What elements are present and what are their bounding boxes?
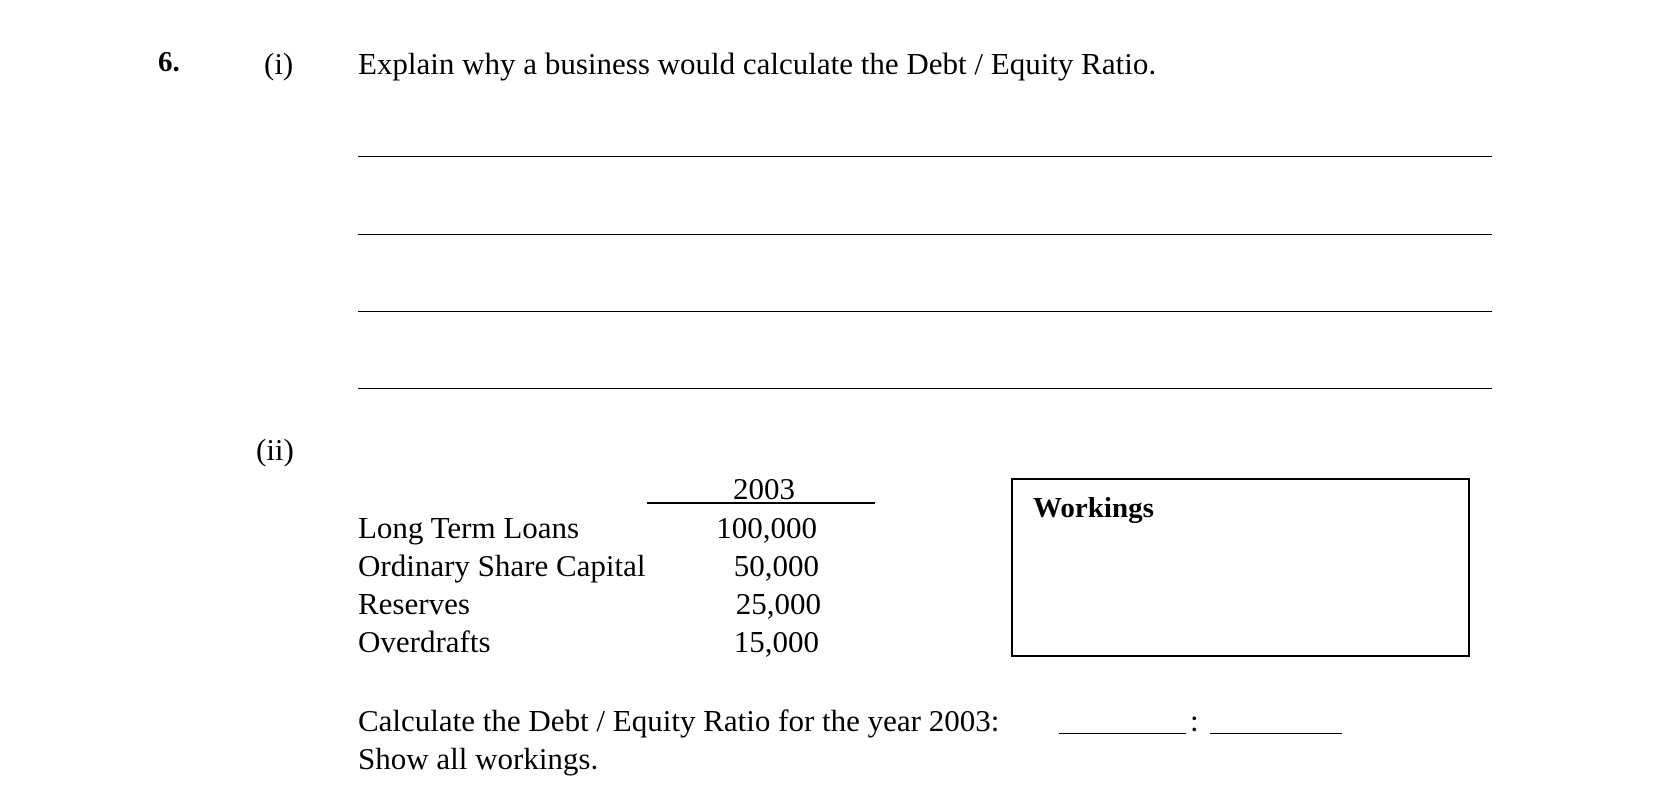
- answer-line[interactable]: [358, 388, 1492, 389]
- ratio-equity-blank[interactable]: [1210, 733, 1342, 734]
- ratio-separator: :: [1190, 703, 1199, 738]
- table-row-value: 15,000: [733, 624, 819, 659]
- workings-title: Workings: [1033, 492, 1154, 524]
- workings-box[interactable]: [1011, 478, 1470, 657]
- part-i-label: (i): [264, 46, 294, 81]
- table-row-value: 50,000: [733, 548, 819, 583]
- table-row-label: Reserves: [358, 586, 470, 621]
- answer-line[interactable]: [358, 311, 1492, 312]
- part-i-prompt: Explain why a business would calculate the Debt / Equity Ratio.: [358, 46, 1157, 81]
- calculation-prompt: Calculate the Debt / Equity Ratio for the year 2003:: [358, 703, 1000, 738]
- table-row-value: 25,000: [735, 586, 821, 621]
- question-number: 6.: [158, 46, 180, 78]
- workings-instruction: Show all workings.: [358, 741, 599, 776]
- table-row-label: Overdrafts: [358, 624, 491, 659]
- table-row-value: 100,000: [716, 510, 817, 545]
- answer-line[interactable]: [358, 234, 1492, 235]
- answer-line[interactable]: [358, 156, 1492, 157]
- ratio-debt-blank[interactable]: [1059, 733, 1186, 734]
- table-row-label: Ordinary Share Capital: [358, 548, 646, 583]
- table-row-label: Long Term Loans: [358, 510, 580, 545]
- part-ii-label: (ii): [256, 432, 294, 467]
- year-header: 2003: [733, 471, 795, 506]
- year-header-rule: [647, 502, 875, 504]
